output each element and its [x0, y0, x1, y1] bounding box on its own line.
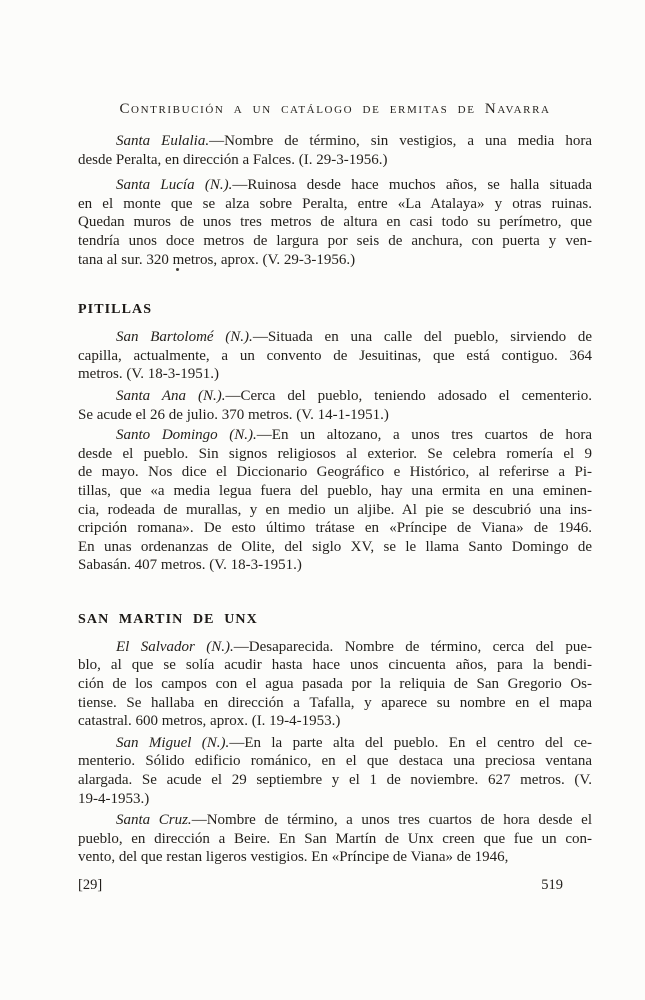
text-line [78, 811, 592, 830]
text-run: —En la parte alta del pueblo. En el centro del ce- [229, 734, 593, 751]
entry-santa-cruz [78, 811, 592, 867]
section-heading-san-martin-de-unx: SAN MARTIN DE UNX [78, 611, 258, 627]
entry-santa-eulalia [78, 132, 592, 169]
text-run: —Desaparecida. Nombre de término, cerca del pue- [233, 638, 592, 655]
text-line: tiense. Se hallaba en dirección a Tafalla, y aparece su nombre en el mapa [78, 694, 592, 711]
text-line: de mayo. Nos dice el Diccionario Geográfico e Histórico, al referirse a Pi- [78, 464, 592, 481]
text-line: capilla, actualmente, a un convento de Jesuitinas, que está contiguo. 364 [78, 347, 592, 364]
text-line: 19-4-1953.) [78, 790, 150, 807]
entry-san-miguel [78, 734, 592, 808]
text-line [78, 176, 592, 195]
text-line: Se acude el 26 de julio. 370 metros. (V. 14-1-1951.) [78, 406, 389, 423]
text-run: —Nombre de término, sin vestigios, a una media hora [209, 133, 592, 149]
entry-santa-lucia [78, 176, 592, 269]
text-line [78, 426, 592, 445]
text-line: Sabasán. 407 metros. (V. 18-3-1951.) [78, 557, 302, 574]
text-line: metros. (V. 18-3-1951.) [78, 366, 219, 383]
text-line: menterio. Sólido edificio románico, en el que destaca una preciosa ventana [78, 753, 592, 770]
page-number: 519 [541, 877, 563, 893]
ermita-name: Santa Ana (N.). [116, 387, 226, 404]
text-run: —En un altozano, a unos tres cuartos de hora [256, 427, 592, 444]
text-line: blo, al que se solía acudir hasta hace unos cincuenta años, para la bendi- [78, 657, 592, 674]
running-header: Contribución a un catálogo de ermitas de Navarra [119, 101, 551, 117]
ermita-name: San Bartolomé (N.). [116, 329, 253, 346]
text-line: en el monte que se alza sobre Peralta, entre «La Atalaya» y otras ruinas. [78, 195, 592, 212]
page-footer [78, 876, 592, 895]
text-line [78, 328, 592, 347]
ermita-name: Santa Eulalia. [116, 133, 210, 149]
text-line [78, 387, 592, 406]
text-line: tillas, que «a media legua fuera del pueblo, hay una ermita en una eminen- [78, 482, 592, 499]
signature-number: [29] [78, 877, 103, 893]
text-run: —Ruinosa desde hace muchos años, se halla situada [232, 177, 592, 194]
ermita-name: El Salvador (N.). [116, 638, 234, 655]
print-artifact-dot [176, 268, 179, 271]
text-line [78, 734, 592, 753]
text-line: tendría unos doce metros de largura por seis de anchura, con puerta y ven- [78, 232, 592, 249]
text-line: Quedan muros de unos tres metros de altura en casi todo su perímetro, que [78, 214, 592, 231]
section-heading-pitillas: PITILLAS [78, 302, 153, 318]
text-line: tana al sur. 320 metros, aprox. (V. 29-3-1956.) [78, 251, 356, 268]
entry-santo-domingo [78, 426, 592, 575]
entry-san-bartolome [78, 328, 592, 384]
text-line: alargada. Se acude el 29 septiembre y el 1 de noviembre. 627 metros. (V. [78, 772, 592, 789]
text-line: catastral. 600 metros, aprox. (I. 19-4-1953.) [78, 713, 341, 730]
ermita-name: San Miguel (N.). [116, 734, 230, 751]
text-run: —Situada en una calle del pueblo, sirviendo de [252, 329, 593, 346]
ermita-name: Santa Lucía (N.). [116, 177, 233, 194]
text-column [78, 0, 592, 895]
text-line [78, 638, 592, 657]
text-line [78, 132, 592, 151]
entry-santa-ana [78, 387, 592, 424]
text-line: desde Peralta, en dirección a Falces. (I. 29-3-1956.) [78, 151, 388, 168]
text-line: cripción romana». De esto último trátase en «Príncipe de Viana» de 1946. [78, 520, 592, 537]
text-line: En unas ordenanzas de Olite, del siglo XV, se le llama Santo Domingo de [78, 538, 592, 555]
text-line: desde el pueblo. Sin signos religiosos al exterior. Se celebra romería el 9 [78, 445, 592, 462]
text-line: ción de los campos con el agua pasada por la reliquia de San Gregorio Os- [78, 676, 592, 693]
text-line: pueblo, en dirección a Beire. En San Martín de Unx creen que fue un con- [78, 830, 592, 847]
text-line: vento, del que restan ligeros vestigios. En «Príncipe de Viana» de 1946, [78, 849, 509, 866]
ermita-name: Santo Domingo (N.). [116, 427, 257, 444]
entry-el-salvador [78, 638, 592, 731]
text-run: —Nombre de término, a unos tres cuartos de hora desde el [191, 812, 592, 829]
text-run: —Cerca del pueblo, teniendo adosado el cementerio. [225, 387, 592, 404]
ermita-name: Santa Cruz. [116, 812, 192, 829]
text-line: cia, rodeada de murallas, y en medio un aljibe. Al pie se descubrió una ins- [78, 501, 592, 518]
